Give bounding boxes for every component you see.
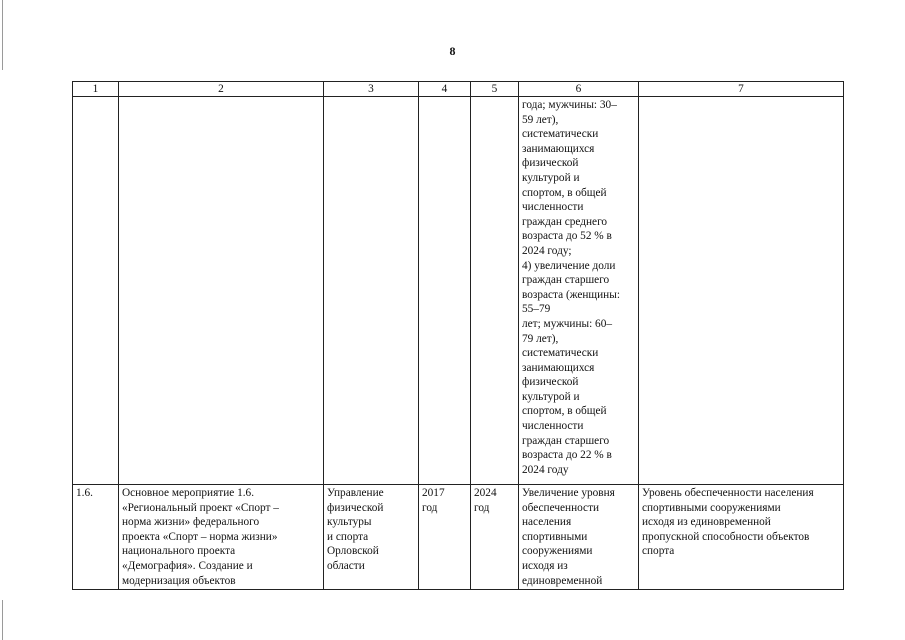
column-header-3: 3: [324, 82, 419, 97]
cell-number: [73, 97, 119, 485]
column-header-6: 6: [519, 82, 639, 97]
cell-executor: Управление физической культуры и спорта Орловской области: [324, 485, 419, 590]
cell-indicator: Уровень обеспеченности населения спортивными сооружениями исходя из единовременной пропускной способности объектов спорта: [639, 485, 844, 590]
page-number: 8: [449, 44, 456, 58]
cell-indicator: [639, 97, 844, 485]
column-header-1: 1: [73, 82, 119, 97]
cell-start-year: [419, 97, 471, 485]
scan-edge-mark-bottom: [2, 600, 3, 640]
table-row: [73, 97, 844, 485]
column-header-7: 7: [639, 82, 844, 97]
cell-measure: Основное мероприятие 1.6. «Региональный проект «Спорт – норма жизни» федерального проекта «Спорт – норма жизни» национального проекта «Демография». Создание и модернизация объектов: [119, 485, 324, 590]
column-header-4: 4: [419, 82, 471, 97]
column-header-2: 2: [119, 82, 324, 97]
cell-start-year: 2017 год: [419, 485, 471, 590]
cell-end-year: 2024 год: [471, 485, 519, 590]
table-header-row: [73, 82, 844, 97]
cell-expected-result: Увеличение уровня обеспеченности населения спортивными сооружениями исходя из единовременной: [519, 485, 639, 590]
table-row: [73, 485, 844, 590]
document-table: [72, 81, 844, 590]
cell-executor: [324, 97, 419, 485]
cell-measure: [119, 97, 324, 485]
cell-end-year: [471, 97, 519, 485]
scan-edge-mark-top: [2, 0, 3, 70]
cell-number: 1.6.: [73, 485, 119, 590]
cell-expected-result: года; мужчины: 30– 59 лет), систематически занимающихся физической культурой и спортом, в общей численности граждан среднего возраста до 52 % в 2024 году; 4) увеличение доли граждан старшего возраста (женщины: 55–79 лет; мужчины: 60– 79 лет), систематически занимающихся физической культурой и спортом, в общей численности граждан старшего возраста до 22 % в 2024 году: [519, 97, 639, 485]
column-header-5: 5: [471, 82, 519, 97]
